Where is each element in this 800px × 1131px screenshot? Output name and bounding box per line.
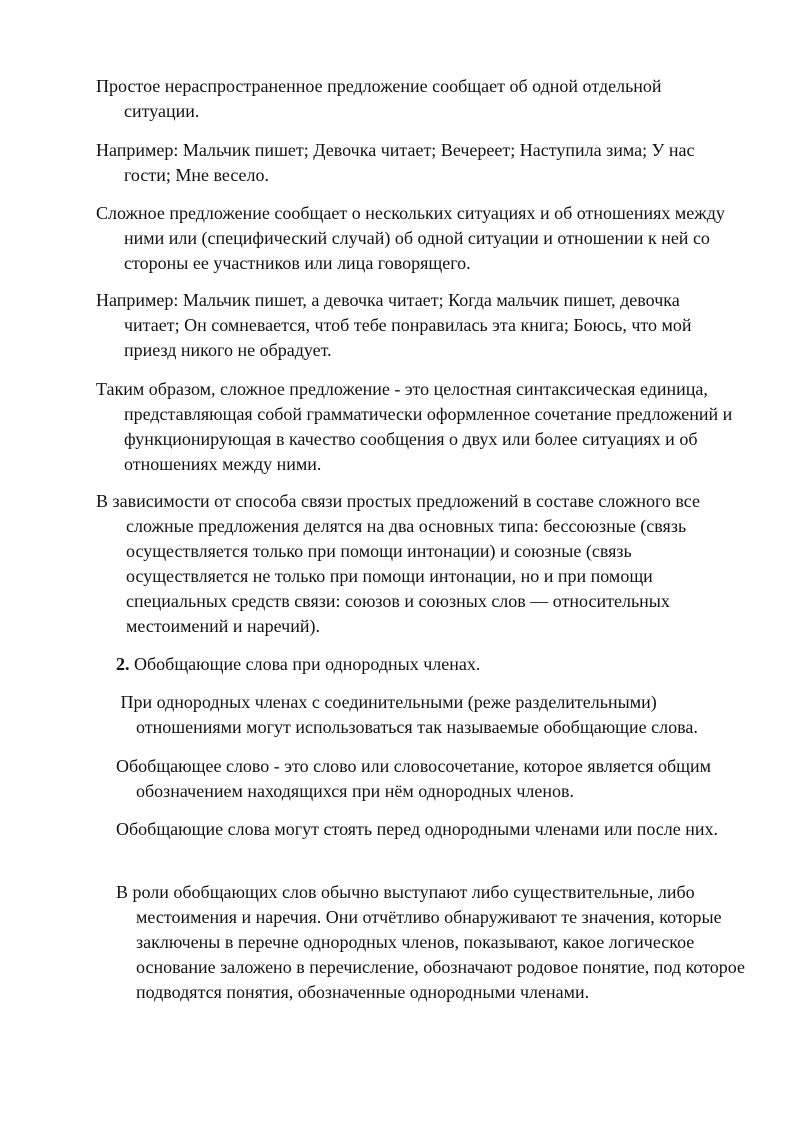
paragraph-definition: Таким образом, сложное предложение - это целостная синтаксическая единица, представляющая собой грамматически оформленное сочетание предложений и функционирующая в качество сообщения о двух или более ситуациях и об отношениях между ними.: [96, 379, 733, 474]
paragraph-simple-examples: Например: Мальчик пишет; Девочка читает; Вечереет; Наступила зима; У нас гости; Мне весело.: [96, 140, 695, 185]
paragraph-complex-sentence: Сложное предложение сообщает о нескольких ситуациях и об отношениях между ними или (специфический случай) об одной ситуации и отношении к ней со стороны ее участников или лица говорящего.: [96, 203, 725, 273]
paragraph-generalizing-position: Обобщающие слова могут стоять перед однородными членами или после них.: [116, 819, 719, 839]
paragraph-types: В зависимости от способа связи простых предложений в составе сложного все сложные предложения делятся на два основных типа: бессоюзные (связь осуществляется только при помощи интонации) и союзные (связь осуществляется не только при помощи интонации, но и при помощи специальных средств связи: союзов и союзных слов — относительных местоимений и наречий).: [96, 491, 700, 636]
paragraph-generalizing-intro: При однородных членах с соединительными (реже разделительными) отношениями могут использоваться так называемые обобщающие слова.: [116, 692, 698, 737]
paragraph-generalizing-definition: Обобщающее слово - это слово или словосочетание, которое является общим обозначением находящихся при нём однородных членов.: [116, 756, 712, 801]
paragraph-generalizing-roles: В роли обобщающих слов обычно выступают либо существительные, либо местоимения и наречия. Они отчётливо обнаруживают те значения, которые заключены в перечне однородных членов, показывают, какое логическое основание заложено в перечисление, обозначают родовое понятие, под которое подводятся понятия, обозначенные однородными членами.: [116, 882, 746, 1002]
section-number: 2.: [116, 654, 130, 674]
paragraph-simple-sentence: Простое нераспространенное предложение сообщает об одной отдельной ситуации.: [96, 76, 662, 121]
paragraph-complex-examples: Например: Мальчик пишет, а девочка читает; Когда мальчик пишет, девочка читает; Он сомневается, чтоб тебе понравилась эта книга; Боюсь, что мой приезд никого не обрадует.: [96, 290, 692, 360]
section-heading: [116, 652, 736, 677]
section-title: Обобщающие слова при однородных членах.: [134, 654, 481, 674]
